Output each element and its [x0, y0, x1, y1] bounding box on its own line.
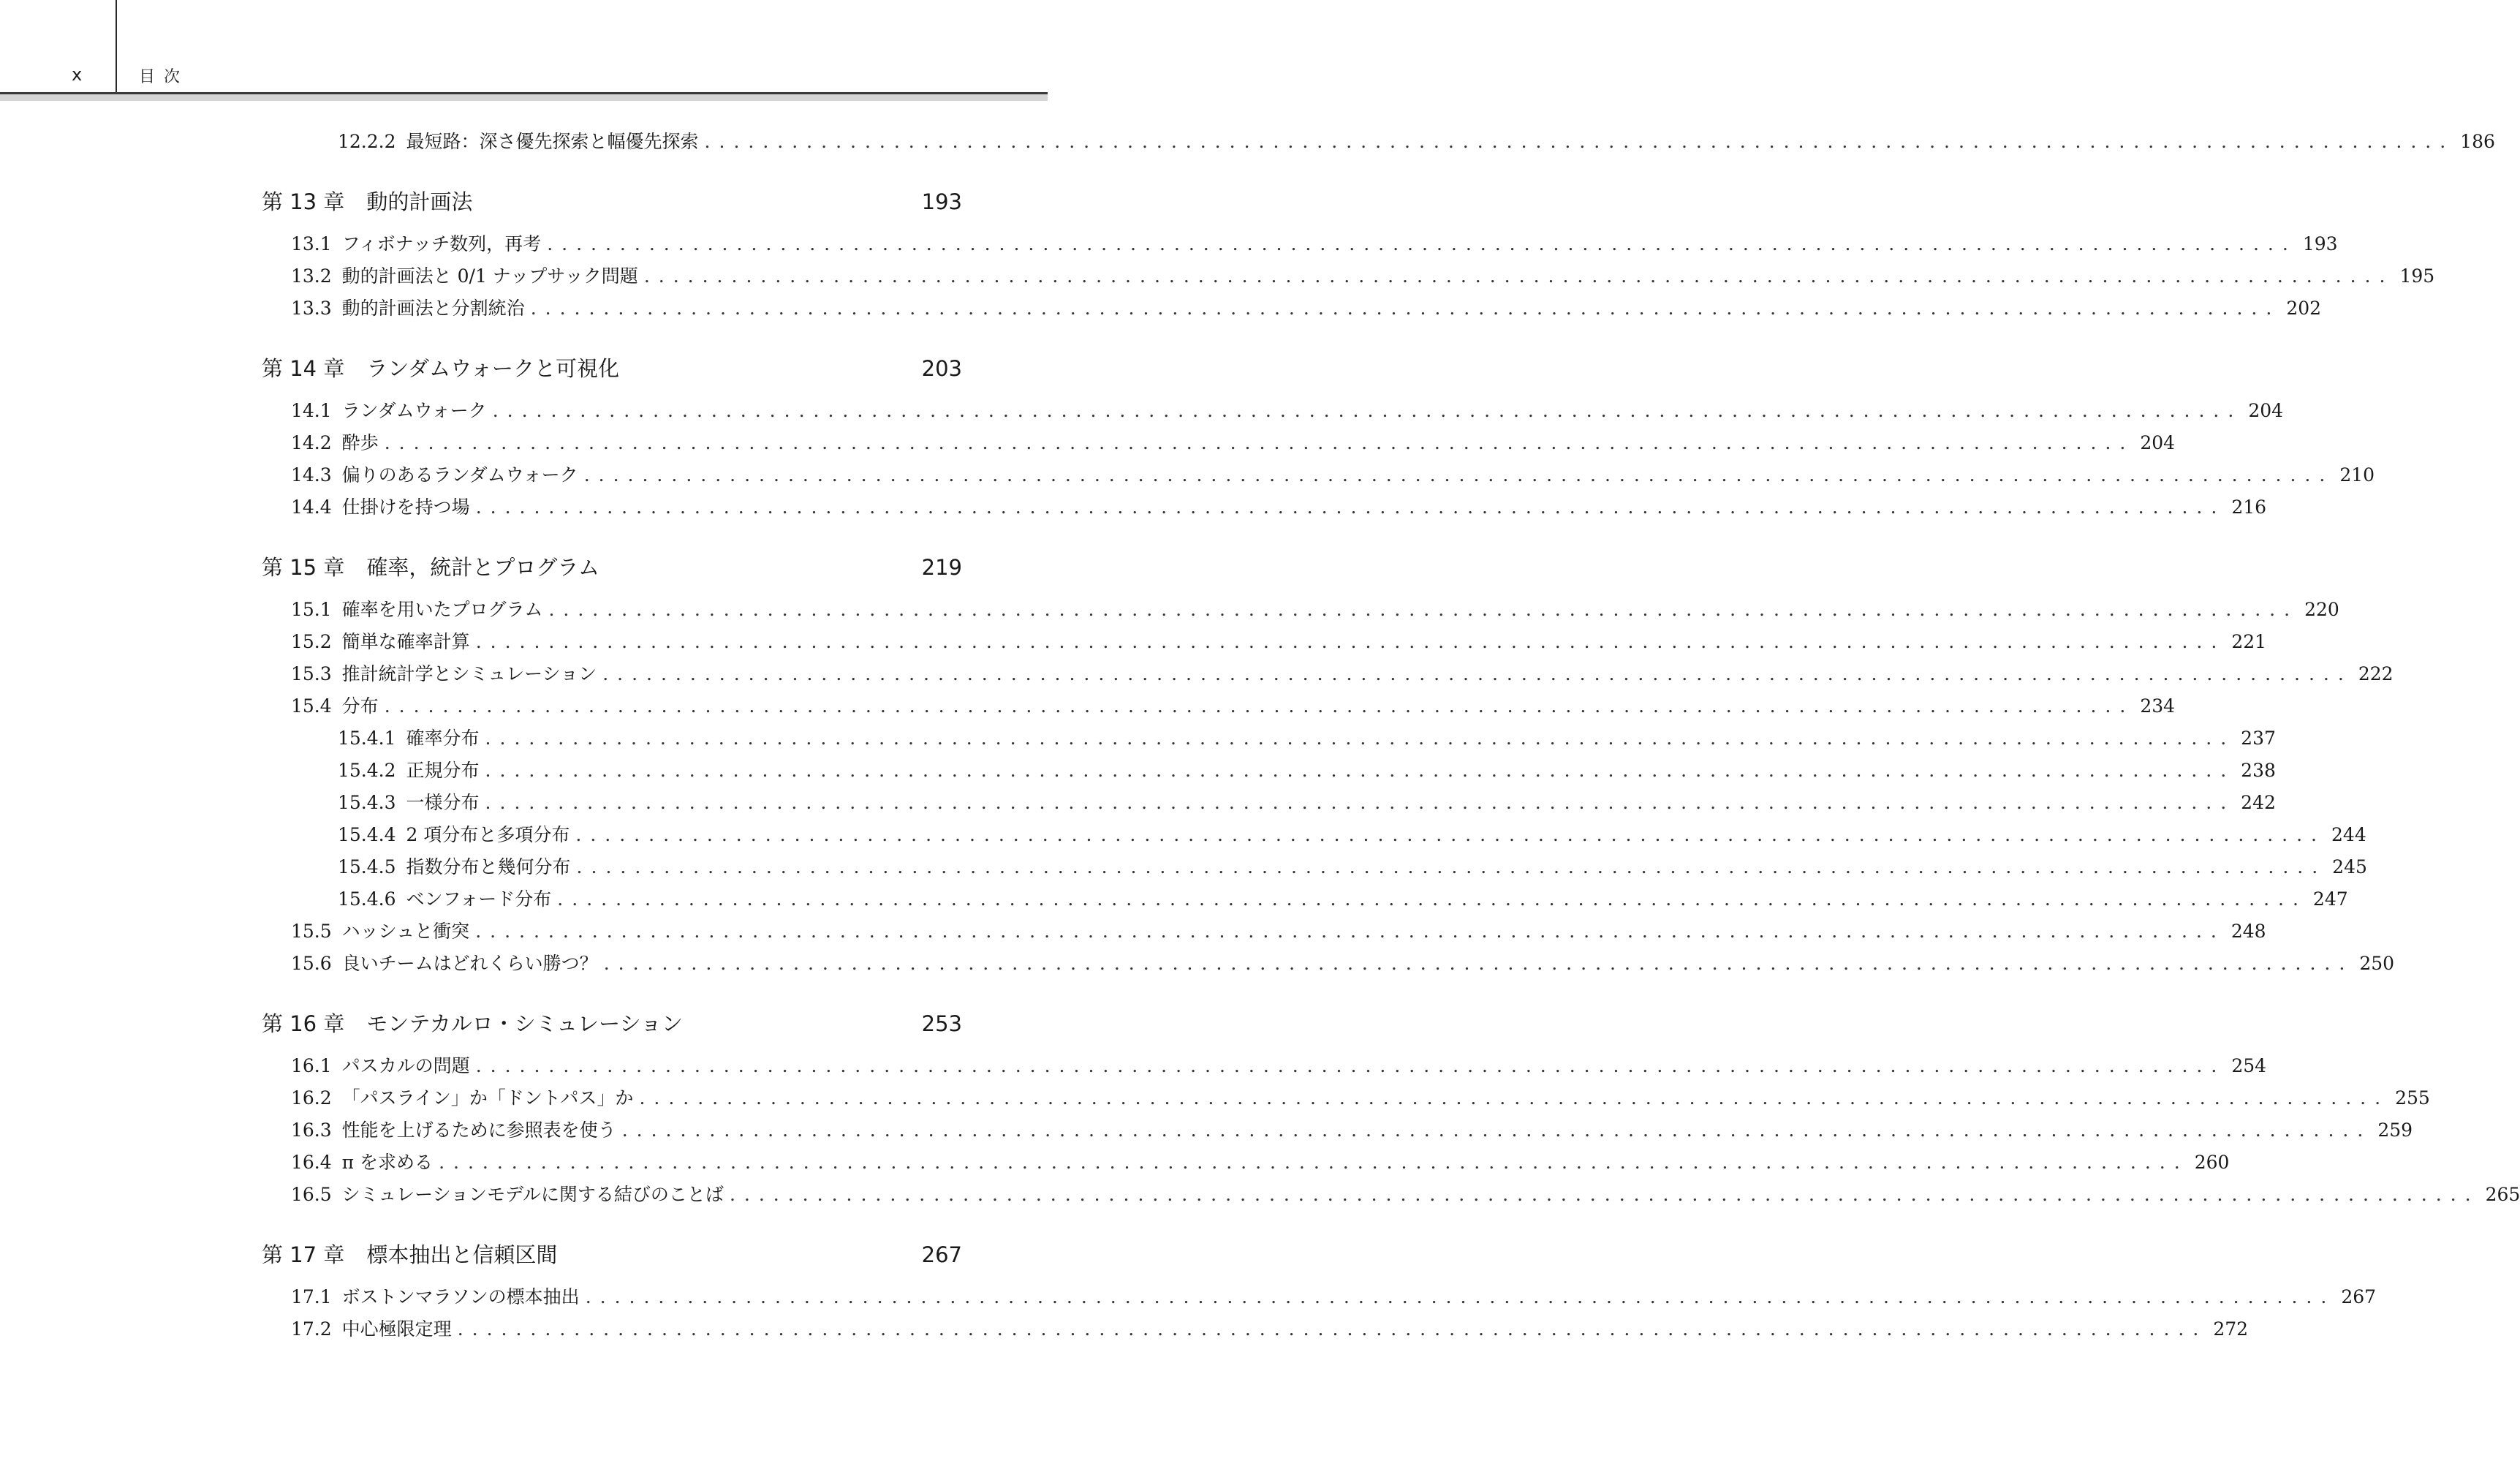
entry-title: 「パスライン」か「ドントパス」か — [341, 1087, 634, 1109]
entry-number: 15.4.1 — [338, 728, 396, 749]
entry-page: 221 — [2231, 631, 2267, 652]
chapter-label: 第 15 章 — [262, 555, 345, 580]
chapter-title: 動的計画法 — [366, 189, 473, 214]
dot-leader: ........................................................................................................................ — [384, 695, 2135, 717]
entry-number: 16.2 — [291, 1087, 332, 1109]
entry-title: 性能を上げるために参照表を使う — [341, 1120, 616, 1141]
dot-leader: ........................................................................................................................ — [485, 792, 2236, 813]
entry-number: 15.4 — [291, 695, 332, 717]
entry-number: 14.2 — [291, 432, 332, 453]
toc-section — [291, 233, 2338, 256]
dot-leader: ........................................................................................................................ — [602, 663, 2353, 684]
toc-section — [291, 1318, 2249, 1341]
toc-section — [291, 265, 2435, 288]
dot-leader: ........................................................................................................................ — [576, 856, 2327, 877]
entry-page: 272 — [2213, 1318, 2249, 1340]
entry-title: パスカルの問題 — [341, 1055, 470, 1076]
entry-title: 正規分布 — [406, 760, 480, 781]
entry-title: 酔歩 — [341, 432, 379, 453]
chapter-label: 第 14 章 — [262, 356, 345, 381]
entry-number: 15.4.3 — [338, 792, 396, 813]
dot-leader: ........................................................................................................................ — [621, 1120, 2372, 1141]
entry-title: 推計統計学とシミュレーション — [341, 663, 597, 684]
entry-title: 2 項分布と多項分布 — [406, 824, 570, 845]
entry-title: 確率分布 — [406, 728, 480, 749]
entry-number: 15.4.4 — [338, 824, 396, 845]
entry-page: 265 — [2485, 1184, 2520, 1205]
dot-leader: ........................................................................................................................ — [639, 1087, 2390, 1109]
entry-page: 245 — [2332, 856, 2367, 877]
toc-section — [291, 952, 2395, 975]
toc-section — [291, 1054, 2267, 1078]
entry-number: 16.5 — [291, 1184, 332, 1205]
dot-leader: ........................................................................................................................ — [575, 824, 2326, 845]
dot-leader: ........................................................................................................................ — [485, 760, 2236, 781]
toc-subsection — [338, 888, 2348, 911]
entry-title: 一様分布 — [406, 792, 480, 813]
toc-subsection — [338, 856, 2367, 879]
entry-number: 12.2.2 — [338, 131, 396, 152]
toc-section — [291, 431, 2176, 455]
toc-chapter — [262, 1011, 962, 1037]
entry-page: 250 — [2359, 953, 2395, 974]
entry-title: 確率を用いたプログラム — [341, 599, 543, 620]
chapter-label: 第 13 章 — [262, 189, 345, 214]
chapter-title: 確率，統計とプログラム — [366, 555, 600, 580]
dot-leader: ........................................................................................................................ — [547, 233, 2297, 254]
entry-title: 中心極限定理 — [341, 1318, 452, 1340]
toc-section — [291, 464, 2375, 487]
entry-page: 210 — [2339, 464, 2375, 486]
entry-number: 13.1 — [291, 233, 332, 254]
entry-title: 分布 — [341, 695, 379, 717]
toc-section — [291, 1087, 2430, 1110]
entry-number: 13.3 — [291, 298, 332, 319]
entry-number: 15.3 — [291, 663, 332, 684]
entry-number: 16.3 — [291, 1120, 332, 1141]
chapter-page: 267 — [921, 1242, 962, 1267]
dot-leader: ........................................................................................................................ — [475, 631, 2226, 652]
entry-number: 15.2 — [291, 631, 332, 652]
dot-leader: ........................................................................................................................ — [603, 953, 2354, 974]
dot-leader: ........................................................................................................................ — [704, 131, 2455, 152]
entry-page: 244 — [2331, 824, 2366, 845]
toc-subsection — [338, 130, 2495, 154]
entry-title: フィボナッチ数列，再考 — [341, 233, 542, 254]
entry-number: 14.1 — [291, 400, 332, 421]
entry-title: 動的計画法と 0/1 ナップサック問題 — [341, 265, 638, 287]
toc-section — [291, 1183, 2520, 1207]
chapter-title: モンテカルロ・シミュレーション — [366, 1011, 684, 1036]
toc-section — [291, 1151, 2230, 1174]
dot-leader: ........................................................................................................................ — [475, 921, 2225, 942]
chapter-title: ランダムウォークと可視化 — [366, 356, 620, 381]
entry-page: 255 — [2395, 1087, 2430, 1109]
dot-leader: ........................................................................................................................ — [384, 432, 2135, 453]
entry-page: 193 — [2302, 233, 2338, 254]
dot-leader: ........................................................................................................................ — [475, 497, 2226, 518]
page-number: x — [72, 64, 83, 85]
toc-subsection — [338, 823, 2366, 847]
dot-leader: ........................................................................................................................ — [643, 265, 2394, 287]
entry-page: 238 — [2241, 760, 2276, 781]
entry-number: 16.1 — [291, 1055, 332, 1076]
header-shadow-rule — [0, 94, 1048, 101]
entry-page: 248 — [2230, 921, 2266, 942]
entry-page: 254 — [2231, 1055, 2267, 1076]
dot-leader: ........................................................................................................................ — [729, 1184, 2480, 1205]
toc-section — [291, 297, 2322, 320]
chapter-title: 標本抽出と信頼区間 — [366, 1242, 558, 1267]
entry-page: 237 — [2241, 728, 2276, 749]
page-header — [0, 0, 1048, 102]
entry-number: 17.2 — [291, 1318, 332, 1340]
entry-page: 247 — [2312, 888, 2348, 910]
chapter-page: 193 — [921, 189, 962, 214]
entry-page: 195 — [2399, 265, 2435, 287]
entry-title: ボストンマラソンの標本抽出 — [341, 1286, 580, 1307]
toc-section — [291, 598, 2339, 622]
entry-page: 216 — [2231, 497, 2267, 518]
dot-leader: ........................................................................................................................ — [585, 1286, 2336, 1307]
entry-title: シミュレーションモデルに関する結びのことば — [341, 1184, 724, 1205]
entry-page: 220 — [2304, 599, 2339, 620]
toc-section — [291, 630, 2267, 654]
toc-chapter — [262, 1242, 962, 1268]
toc-subsection — [338, 791, 2276, 815]
entry-title: 良いチームはどれくらい勝つ？ — [341, 953, 598, 974]
entry-page: 234 — [2140, 695, 2176, 717]
dot-leader: ........................................................................................................................ — [457, 1318, 2208, 1340]
chapter-page: 203 — [921, 356, 962, 381]
toc-section — [291, 695, 2176, 718]
running-title: 目次 — [139, 68, 189, 86]
header-vertical-rule — [116, 0, 117, 93]
entry-title: 最短路：深さ優先探索と幅優先探索 — [406, 131, 699, 152]
entry-page: 202 — [2286, 298, 2322, 319]
entry-page: 204 — [2248, 400, 2284, 421]
dot-leader: ........................................................................................................................ — [530, 298, 2281, 319]
entry-page: 204 — [2140, 432, 2176, 453]
entry-page: 186 — [2460, 131, 2495, 152]
entry-number: 15.5 — [291, 921, 332, 942]
entry-title: π を求める — [341, 1152, 434, 1173]
dot-leader: ........................................................................................................................ — [439, 1152, 2189, 1173]
chapter-label: 第 16 章 — [262, 1011, 345, 1036]
entry-title: 偏りのあるランダムウォーク — [341, 464, 578, 486]
entry-number: 15.4.6 — [338, 888, 396, 910]
dot-leader: ........................................................................................................................ — [492, 400, 2243, 421]
dot-leader: ........................................................................................................................ — [485, 728, 2236, 749]
dot-leader: ........................................................................................................................ — [548, 599, 2299, 620]
entry-number: 13.2 — [291, 265, 332, 287]
toc-section — [291, 1285, 2377, 1309]
chapter-page: 219 — [921, 555, 962, 580]
entry-page: 259 — [2377, 1120, 2413, 1141]
entry-title: 仕掛けを持つ場 — [341, 497, 470, 518]
entry-number: 14.3 — [291, 464, 332, 486]
entry-number: 16.4 — [291, 1152, 332, 1173]
entry-number: 17.1 — [291, 1286, 332, 1307]
entry-page: 267 — [2341, 1286, 2377, 1307]
entry-page: 242 — [2241, 792, 2276, 813]
entry-title: ハッシュと衝突 — [341, 921, 470, 942]
toc-subsection — [338, 759, 2276, 782]
toc-section — [291, 399, 2284, 423]
entry-number: 15.4.5 — [338, 856, 396, 877]
entry-title: 動的計画法と分割統治 — [341, 298, 525, 319]
toc-section — [291, 920, 2266, 943]
toc-section — [291, 1119, 2413, 1142]
entry-title: ベンフォード分布 — [406, 888, 552, 910]
entry-page: 222 — [2358, 663, 2394, 684]
entry-number: 14.4 — [291, 497, 332, 518]
entry-number: 15.6 — [291, 953, 332, 974]
chapter-page: 253 — [921, 1011, 962, 1036]
entry-title: 指数分布と幾何分布 — [406, 856, 571, 877]
toc-section — [291, 496, 2267, 519]
toc-chapter — [262, 189, 962, 215]
toc-chapter — [262, 355, 962, 382]
toc-section — [291, 662, 2394, 686]
entry-number: 15.1 — [291, 599, 332, 620]
entry-title: 簡単な確率計算 — [341, 631, 470, 652]
chapter-label: 第 17 章 — [262, 1242, 345, 1267]
entry-title: ランダムウォーク — [341, 400, 487, 421]
dot-leader: ........................................................................................................................ — [557, 888, 2307, 910]
dot-leader: ........................................................................................................................ — [475, 1055, 2226, 1076]
toc-chapter — [262, 554, 962, 581]
dot-leader: ........................................................................................................................ — [583, 464, 2334, 486]
entry-number: 15.4.2 — [338, 760, 396, 781]
toc-subsection — [338, 727, 2276, 750]
entry-page: 260 — [2194, 1152, 2230, 1173]
